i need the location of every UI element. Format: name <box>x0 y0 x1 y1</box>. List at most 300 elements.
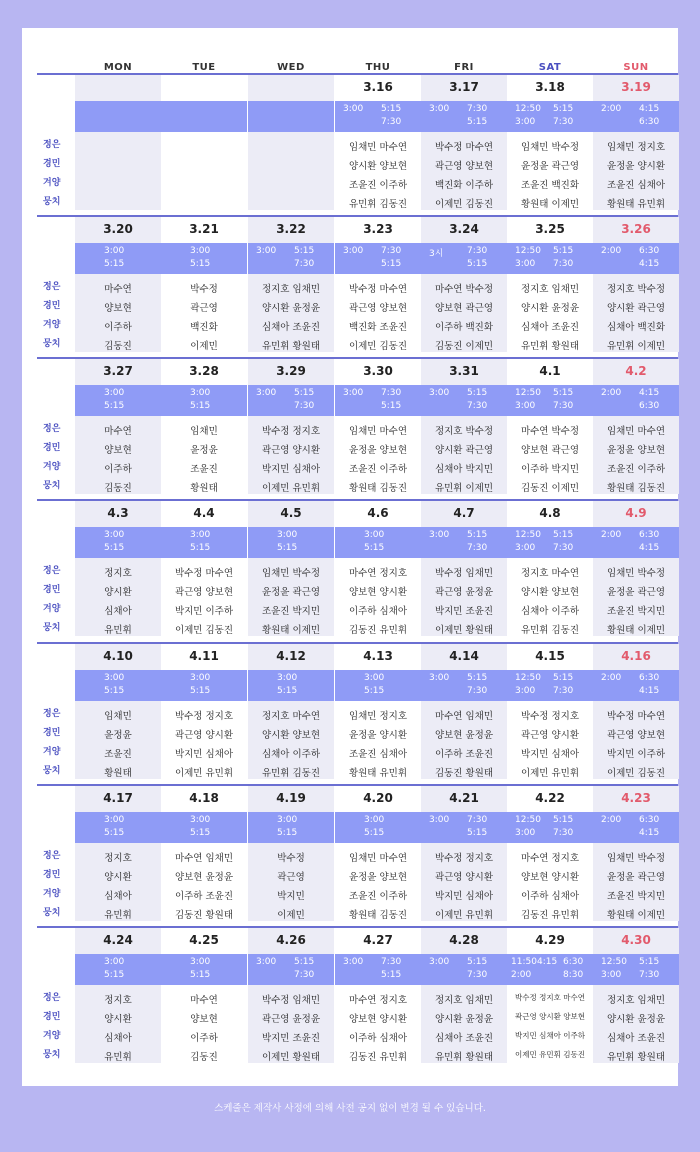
cast-names: 유민휘 황원태 <box>606 1052 666 1063</box>
cast-names: 조윤진 박지민 <box>261 606 321 617</box>
cast-names: 박수정 마수연 <box>174 568 234 579</box>
showtime: 5:15 <box>553 246 574 256</box>
cast-names: 심채아 이주하 <box>261 749 321 760</box>
cast-names: 양시환 윤정윤 <box>434 1014 494 1025</box>
showtime: 5:15 <box>639 957 660 967</box>
date-band <box>161 75 247 101</box>
cast-names: 김동진 유민휘 <box>520 910 580 921</box>
cast-list <box>161 848 247 921</box>
cast-names: 이제민 <box>190 341 218 352</box>
showtime: 6:30 <box>639 117 660 127</box>
cast-names: 마수연 정지호 <box>348 568 408 579</box>
showtime: 3:00 <box>601 970 622 980</box>
cast-names: 정지호 박수정 <box>434 426 494 437</box>
date-label: 3.22 <box>276 222 306 236</box>
date-label: 4.18 <box>189 791 219 805</box>
cast-names: 마수연 임채민 <box>434 711 494 722</box>
showtime: 7:30 <box>553 117 574 127</box>
showtime: 5:15 <box>553 815 574 825</box>
day-cell <box>421 786 507 921</box>
showtime-band <box>161 101 247 132</box>
cast-names: 임채민 정지호 <box>606 142 666 153</box>
showtime: 4:15 <box>639 686 660 696</box>
showtime-band <box>161 670 247 701</box>
cast-names: 곽근영 양시환 <box>520 730 580 741</box>
cast-names: 곽근영 양보현 <box>434 161 494 172</box>
row-label: 경민 <box>43 585 61 595</box>
cast-names: 마수연 <box>104 284 132 295</box>
day-cell <box>593 75 679 210</box>
row-label: 정은 <box>43 993 61 1003</box>
date-label: 4.23 <box>621 791 651 805</box>
cast-names: 심채아 박지민 <box>434 464 494 475</box>
cast-list <box>335 279 421 352</box>
date-label: 4.19 <box>276 791 306 805</box>
cast-list <box>335 137 421 210</box>
cast-names: 이제민 김동진 <box>434 199 494 210</box>
cast-names: 박지민 심채아 <box>174 749 234 760</box>
cast-names: 곽근영 양보현 <box>348 303 408 314</box>
day-cell <box>335 359 421 494</box>
showtime: 3:00 <box>429 530 450 540</box>
cast-names: 임채민 박수정 <box>606 853 666 864</box>
showtime: 5:15 <box>467 530 488 540</box>
cast-list <box>335 563 421 636</box>
day-cell <box>161 644 247 779</box>
day-cell <box>593 644 679 779</box>
showtime: 5:15 <box>467 117 488 127</box>
cast-names: 김동진 이제민 <box>434 341 494 352</box>
cast-names: 곽근영 양보현 <box>174 587 234 598</box>
cast-names: 마수연 정지호 <box>348 995 408 1006</box>
cast-names: 박수정 임채민 <box>434 568 494 579</box>
showtime-band <box>248 954 334 985</box>
showtime: 3:00 <box>190 815 211 825</box>
cast-names: 마수연 <box>104 426 132 437</box>
schedule-card <box>22 28 678 1086</box>
cast-names: 백진화 조윤진 <box>348 322 408 333</box>
cast-names: 박수정 <box>277 853 305 864</box>
showtime: 12:50 <box>515 673 541 683</box>
cast-names: 양보현 <box>190 1014 218 1025</box>
showtime-band <box>335 385 421 416</box>
cast-list <box>75 279 161 352</box>
cast-names: 양시환 윤정윤 <box>606 1014 666 1025</box>
date-band <box>248 75 334 101</box>
cast-list <box>161 137 247 210</box>
cast-names: 임채민 마수연 <box>348 142 408 153</box>
showtime: 12:50 <box>601 957 627 967</box>
date-label: 3.21 <box>189 222 219 236</box>
date-label: 4.16 <box>621 649 651 663</box>
showtime: 7:30 <box>553 543 574 553</box>
showtime: 2:00 <box>601 246 622 256</box>
week-block <box>37 499 678 639</box>
showtime: 2:00 <box>601 815 622 825</box>
showtime: 3:00 <box>429 104 450 114</box>
row-label: 경민 <box>43 301 61 311</box>
showtime: 12:50 <box>515 388 541 398</box>
date-label: 4.30 <box>621 933 651 947</box>
cast-names: 양시환 <box>104 587 132 598</box>
cast-list <box>161 563 247 636</box>
showtime-band <box>75 527 161 558</box>
day-cell <box>593 359 679 494</box>
cast-names: 이제민 유민휘 김동진 <box>515 1050 585 1059</box>
cast-names: 조윤진 이주하 <box>606 464 666 475</box>
showtime-band <box>421 670 507 701</box>
showtime: 3:00 <box>277 815 298 825</box>
showtime-band <box>421 101 507 132</box>
showtime: 3:00 <box>429 957 450 967</box>
showtime: 3:00 <box>190 246 211 256</box>
cast-names: 양시환 곽근영 <box>434 445 494 456</box>
showtime: 3:00 <box>256 957 277 967</box>
showtime: 3:00 <box>190 673 211 683</box>
showtime: 6:30 <box>639 815 660 825</box>
showtime: 5:15 <box>104 970 125 980</box>
cast-names: 윤정윤 <box>104 730 132 741</box>
showtime: 3:00 <box>429 815 450 825</box>
cast-names: 조윤진 <box>104 749 132 760</box>
date-band <box>75 75 161 101</box>
cast-names: 김동진 이제민 <box>520 483 580 494</box>
showtime-band <box>593 527 679 558</box>
cast-names: 박수정 <box>190 284 218 295</box>
day-cell <box>75 217 161 352</box>
showtime: 6:30 <box>639 530 660 540</box>
cast-names: 정지호 <box>104 568 132 579</box>
cast-names: 정지호 마수연 <box>261 711 321 722</box>
showtime-band <box>593 954 679 985</box>
showtime: 3:00 <box>190 388 211 398</box>
cast-list <box>421 279 507 352</box>
cast-names: 임채민 정지호 <box>348 711 408 722</box>
cast-names: 양보현 윤정윤 <box>434 730 494 741</box>
showtime: 3:00 <box>429 388 450 398</box>
cast-names: 이주하 심채아 <box>348 606 408 617</box>
cast-names: 박수정 정지호 <box>174 711 234 722</box>
showtime: 7:30 <box>381 117 402 127</box>
showtime: 12:50 <box>515 246 541 256</box>
showtime: 6:30 <box>563 957 584 967</box>
showtime: 7:30 <box>467 543 488 553</box>
row-label: 뭉치 <box>43 481 61 491</box>
cast-list <box>593 990 679 1063</box>
cast-names: 윤정윤 양보현 <box>348 445 408 456</box>
cast-names: 유민휘 황원태 <box>261 341 321 352</box>
showtime-band <box>421 243 507 274</box>
showtime: 11:50 <box>511 957 537 967</box>
showtime-band <box>593 101 679 132</box>
row-label: 경민 <box>43 443 61 453</box>
cast-names: 이주하 <box>104 322 132 333</box>
cast-names: 김동진 <box>190 1052 218 1063</box>
day-cell <box>248 928 334 1063</box>
cast-names: 곽근영 윤정윤 <box>434 587 494 598</box>
showtime: 3:00 <box>190 530 211 540</box>
showtime: 7:30 <box>381 246 402 256</box>
date-label: 4.10 <box>103 649 133 663</box>
week-block <box>37 73 678 213</box>
cast-names: 백진화 이주하 <box>434 180 494 191</box>
date-label: 4.22 <box>535 791 565 805</box>
showtime-band <box>335 101 421 132</box>
date-label: 3.17 <box>449 80 479 94</box>
cast-names: 양시환 양보현 <box>520 587 580 598</box>
cast-names: 이주하 심채아 <box>520 891 580 902</box>
showtime-band <box>507 101 593 132</box>
showtime: 6:30 <box>639 673 660 683</box>
cast-names: 곽근영 양시환 <box>261 445 321 456</box>
cast-names: 이주하 백진화 <box>434 322 494 333</box>
row-label: 정은 <box>43 851 61 861</box>
cast-names: 조윤진 이주하 <box>348 180 408 191</box>
showtime: 4:15 <box>639 543 660 553</box>
cast-names: 곽근영 양시환 <box>174 730 234 741</box>
day-cell <box>507 217 593 352</box>
date-label: 3.27 <box>103 364 133 378</box>
cast-names: 정지호 박수정 <box>606 284 666 295</box>
showtime-band <box>421 812 507 843</box>
cast-names: 김동진 <box>104 483 132 494</box>
date-label: 4.14 <box>449 649 479 663</box>
cast-names: 이제민 김동진 <box>606 768 666 779</box>
day-cell <box>248 644 334 779</box>
date-label: 4.24 <box>103 933 133 947</box>
showtime-band <box>421 954 507 985</box>
day-cell <box>248 501 334 636</box>
showtime-band <box>507 954 593 985</box>
cast-names: 이제민 유민휘 <box>174 768 234 779</box>
cast-names: 조윤진 이주하 <box>348 891 408 902</box>
row-label: 정은 <box>43 566 61 576</box>
showtime: 5:15 <box>190 543 211 553</box>
day-cell <box>335 75 421 210</box>
date-label: 3.24 <box>449 222 479 236</box>
cast-names: 임채민 박수정 <box>520 142 580 153</box>
row-label: 정은 <box>43 282 61 292</box>
showtime-band <box>507 385 593 416</box>
week-block <box>37 357 678 497</box>
showtime: 7:30 <box>381 957 402 967</box>
cast-list <box>507 563 593 636</box>
showtime: 2:00 <box>511 970 532 980</box>
showtime-band <box>75 954 161 985</box>
cast-names: 윤정윤 곽근영 <box>261 587 321 598</box>
cast-names: 윤정윤 곽근영 <box>520 161 580 172</box>
cast-list <box>507 421 593 494</box>
showtime-band <box>593 243 679 274</box>
day-name-thu: THU <box>365 62 391 73</box>
cast-names: 임채민 <box>190 426 218 437</box>
showtime-band <box>75 243 161 274</box>
day-cell <box>161 359 247 494</box>
cast-names: 윤정윤 <box>190 445 218 456</box>
date-label: 3.23 <box>363 222 393 236</box>
cast-names: 심채아 <box>104 891 132 902</box>
showtime-band <box>248 812 334 843</box>
day-name-sat: SAT <box>538 62 562 73</box>
showtime: 7:30 <box>467 970 488 980</box>
cast-names: 곽근영 양시환 <box>434 872 494 883</box>
day-name-tue: TUE <box>192 62 216 73</box>
date-label: 4.4 <box>193 506 215 520</box>
date-label: 4.28 <box>449 933 479 947</box>
showtime: 3:00 <box>515 686 536 696</box>
showtime: 3:00 <box>364 530 385 540</box>
cast-names: 마수연 <box>190 995 218 1006</box>
showtime-band <box>335 527 421 558</box>
showtime: 3:00 <box>515 117 536 127</box>
week-block <box>37 215 678 355</box>
showtime: 7:30 <box>381 388 402 398</box>
date-label: 3.26 <box>621 222 651 236</box>
cast-names: 박수정 정지호 <box>434 853 494 864</box>
cast-list <box>335 990 421 1063</box>
cast-list <box>421 848 507 921</box>
showtime-band <box>593 670 679 701</box>
cast-names: 박수정 마수연 <box>434 142 494 153</box>
row-label: 뭉치 <box>43 766 61 776</box>
row-label: 정은 <box>43 709 61 719</box>
cast-names: 박수정 마수연 <box>348 284 408 295</box>
cast-names: 황원태 이제민 <box>520 199 580 210</box>
cast-list <box>161 279 247 352</box>
showtime: 6:30 <box>639 246 660 256</box>
showtime: 3:00 <box>256 246 277 256</box>
date-label: 4.1 <box>539 364 561 378</box>
cast-list <box>248 279 334 352</box>
cast-names: 이주하 조윤진 <box>174 891 234 902</box>
cast-names: 황원태 유민휘 <box>348 768 408 779</box>
showtime: 12:50 <box>515 530 541 540</box>
showtime: 5:15 <box>553 104 574 114</box>
showtime: 5:15 <box>553 673 574 683</box>
cast-names: 김동진 황원태 <box>434 768 494 779</box>
cast-names: 조윤진 백진화 <box>520 180 580 191</box>
day-cell <box>75 928 161 1063</box>
showtime: 5:15 <box>294 246 315 256</box>
day-cell <box>335 786 421 921</box>
row-label: 뭉치 <box>43 339 61 349</box>
showtime: 5:15 <box>467 259 488 269</box>
showtime: 4:15 <box>639 388 660 398</box>
cast-names: 심채아 조윤진 <box>434 1033 494 1044</box>
showtime: 4:15 <box>537 957 558 967</box>
day-cell <box>507 786 593 921</box>
row-label: 겨양 <box>43 889 61 899</box>
showtime: 6:30 <box>639 401 660 411</box>
cast-names: 이제민 김동진 <box>348 341 408 352</box>
cast-list <box>421 137 507 210</box>
cast-names: 심채아 <box>104 1033 132 1044</box>
showtime: 5:15 <box>381 970 402 980</box>
cast-names: 박지민 심채아 이주하 <box>515 1031 585 1040</box>
day-cell <box>161 928 247 1063</box>
cast-names: 유민휘 김동진 <box>520 625 580 636</box>
date-label: 4.29 <box>535 933 565 947</box>
cast-names: 이제민 황원태 <box>434 625 494 636</box>
cast-names: 곽근영 양보현 <box>606 730 666 741</box>
showtime: 3:00 <box>104 530 125 540</box>
week-block <box>37 784 678 924</box>
cast-names: 조윤진 박지민 <box>606 891 666 902</box>
showtime: 8:30 <box>563 970 584 980</box>
showtime-band <box>75 385 161 416</box>
cast-names: 김동진 <box>104 341 132 352</box>
cast-names: 양보현 양시환 <box>520 872 580 883</box>
cast-list <box>593 563 679 636</box>
day-cell <box>248 359 334 494</box>
cast-list <box>593 421 679 494</box>
day-cell <box>421 359 507 494</box>
cast-names: 황원태 김동진 <box>348 483 408 494</box>
cast-list <box>593 848 679 921</box>
showtime: 3:00 <box>277 673 298 683</box>
cast-list <box>75 563 161 636</box>
cast-names: 유민휘 김동진 <box>261 768 321 779</box>
row-label: 겨양 <box>43 1031 61 1041</box>
cast-names: 양보현 <box>104 445 132 456</box>
cast-list <box>248 563 334 636</box>
cast-names: 이제민 유민휘 <box>520 768 580 779</box>
cast-names: 박지민 이주하 <box>174 606 234 617</box>
cast-names: 윤정윤 양시환 <box>606 161 666 172</box>
day-cell <box>421 501 507 636</box>
date-label: 4.7 <box>453 506 475 520</box>
cast-list <box>75 848 161 921</box>
row-label: 정은 <box>43 424 61 434</box>
showtime: 5:15 <box>294 388 315 398</box>
day-cell <box>161 217 247 352</box>
showtime: 7:30 <box>467 104 488 114</box>
date-label: 4.27 <box>363 933 393 947</box>
showtime-band <box>161 954 247 985</box>
showtime-band <box>593 812 679 843</box>
cast-names: 박수정 임채민 <box>261 995 321 1006</box>
showtime-band <box>75 670 161 701</box>
showtime: 3:00 <box>104 815 125 825</box>
showtime: 5:15 <box>467 673 488 683</box>
showtime: 3:00 <box>190 957 211 967</box>
showtime: 5:15 <box>104 828 125 838</box>
date-label: 3.30 <box>363 364 393 378</box>
date-label: 4.2 <box>625 364 647 378</box>
week-block <box>37 926 678 1066</box>
cast-names: 박수정 정지호 마수연 <box>515 993 585 1002</box>
day-cell <box>421 75 507 210</box>
day-cell <box>75 644 161 779</box>
cast-names: 심채아 조윤진 <box>520 322 580 333</box>
date-label: 3.29 <box>276 364 306 378</box>
cast-names: 정지호 임채민 <box>606 995 666 1006</box>
cast-names: 이제민 유민휘 <box>434 910 494 921</box>
day-cell <box>593 501 679 636</box>
showtime: 7:30 <box>467 401 488 411</box>
showtime: 5:15 <box>190 970 211 980</box>
date-label: 3.20 <box>103 222 133 236</box>
showtime: 3:00 <box>429 673 450 683</box>
cast-names: 박지민 조윤진 <box>261 1033 321 1044</box>
date-label: 4.15 <box>535 649 565 663</box>
cast-names: 이제민 유민휘 <box>261 483 321 494</box>
date-label: 4.13 <box>363 649 393 663</box>
cast-names: 윤정윤 곽근영 <box>606 587 666 598</box>
cast-names: 마수연 박수정 <box>520 426 580 437</box>
cast-list <box>161 421 247 494</box>
cast-names: 유민휘 황원태 <box>434 1052 494 1063</box>
